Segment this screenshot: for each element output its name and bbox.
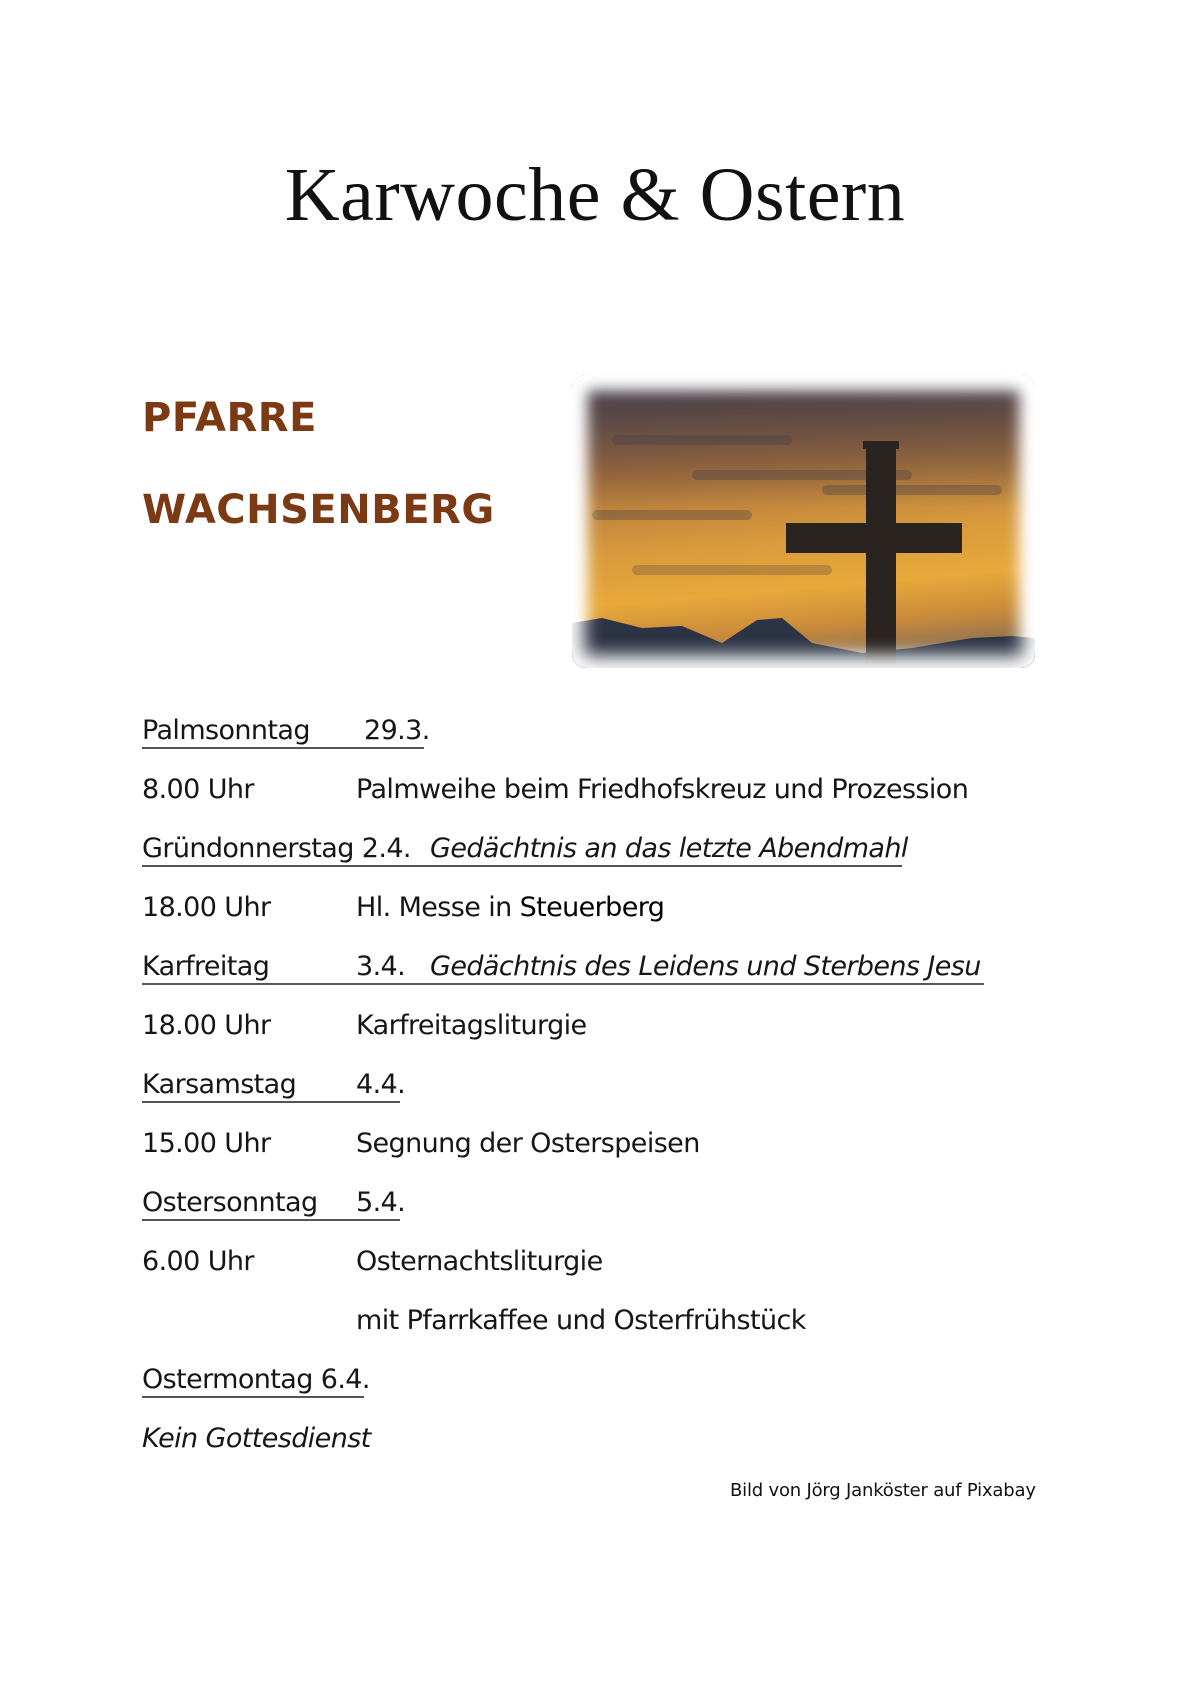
event-location: Steuerberg	[519, 892, 665, 923]
event-text: mit Pfarrkaffee und Osterfrühstück	[356, 1305, 806, 1336]
schedule-day-palmsonntag	[142, 714, 430, 748]
day-date: 4.4.	[356, 1069, 406, 1100]
day-date: 2.4.	[361, 833, 411, 864]
event-time: 6.00 Uhr	[142, 1246, 254, 1277]
parish-name-line2: WACHSENBERG	[142, 487, 495, 533]
day-date: 5.4.	[356, 1187, 406, 1218]
event-time: 18.00 Uhr	[142, 1010, 271, 1041]
day-name: Ostermontag	[142, 1364, 313, 1395]
day-note: Gedächtnis an das letzte Abendmahl	[430, 833, 908, 864]
day-date: 6.4.	[320, 1364, 370, 1395]
schedule-event	[142, 1009, 587, 1043]
schedule-day-gruendonnerstag	[142, 832, 908, 866]
schedule-day-ostermontag	[142, 1363, 370, 1397]
day-name: Palmsonntag	[142, 715, 310, 746]
event-text: Palmweihe beim Friedhofskreuz und Prozession	[356, 774, 969, 805]
schedule-event	[142, 1127, 700, 1161]
schedule-event	[142, 1245, 603, 1279]
day-note: Gedächtnis des Leidens und Sterbens Jesu	[430, 951, 981, 982]
day-date: 3.4.	[356, 951, 406, 982]
day-name: Karfreitag	[142, 951, 270, 982]
day-name: Ostersonntag	[142, 1187, 318, 1218]
image-credit: Bild von Jörg Janköster auf Pixabay	[730, 1480, 1036, 1501]
event-text: Hl. Messe in	[356, 892, 512, 923]
event-time: 18.00 Uhr	[142, 892, 271, 923]
day-name: Karsamstag	[142, 1069, 297, 1100]
schedule-day-ostersonntag	[142, 1186, 406, 1220]
day-name: Gründonnerstag	[142, 833, 354, 864]
event-text: Karfreitagsliturgie	[356, 1010, 587, 1041]
event-text: Osternachtsliturgie	[356, 1246, 603, 1277]
cross-sunset-photo	[572, 375, 1035, 668]
page-title: Karwoche & Ostern	[284, 153, 906, 237]
event-text: Segnung der Osterspeisen	[356, 1128, 700, 1159]
schedule-day-karsamstag	[142, 1068, 406, 1102]
schedule-day-karfreitag	[142, 950, 981, 984]
day-date: 29.3.	[364, 715, 430, 746]
schedule-event	[142, 773, 969, 807]
event-time: 8.00 Uhr	[142, 774, 254, 805]
schedule-event	[142, 891, 665, 925]
parish-name-line1: PFARRE	[142, 395, 317, 441]
event-time: 15.00 Uhr	[142, 1128, 271, 1159]
schedule-note: Kein Gottesdienst	[142, 1423, 371, 1454]
